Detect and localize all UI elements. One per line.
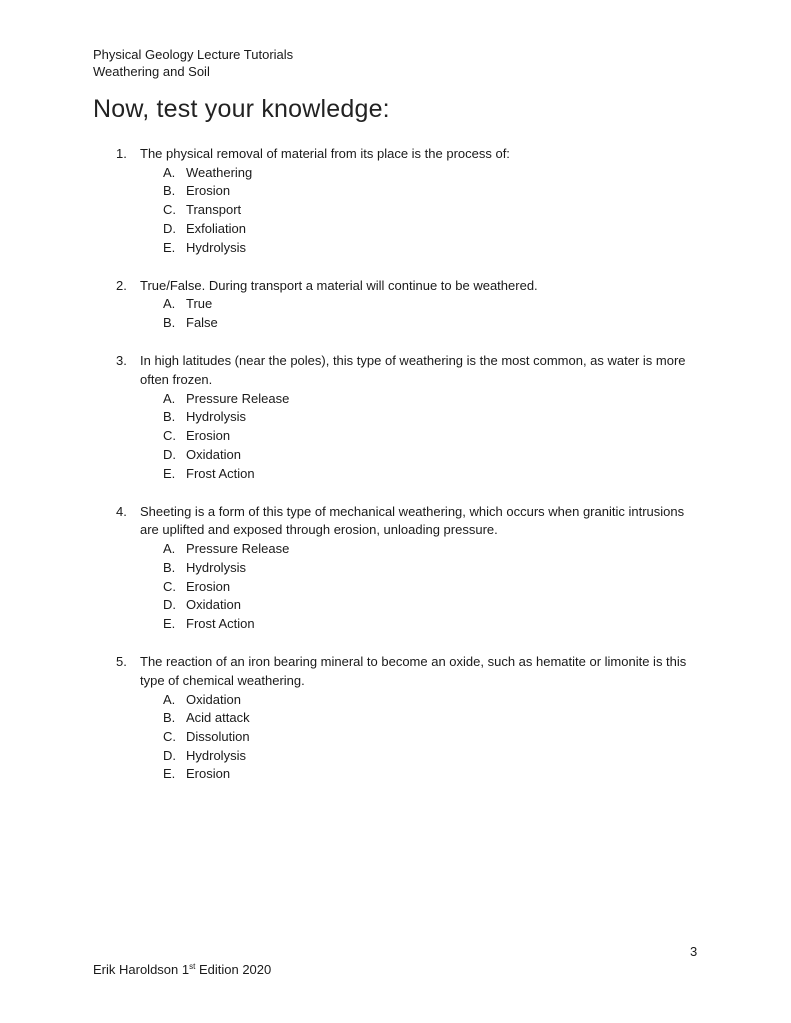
answer-option — [116, 295, 706, 314]
option-text: Pressure Release — [186, 390, 290, 406]
question-number: 5. — [116, 654, 127, 670]
question-1 — [116, 145, 706, 257]
question-2 — [116, 277, 706, 333]
chapter-title: Weathering and Soil — [93, 64, 210, 79]
option-text: Pressure Release — [186, 541, 290, 557]
option-letter: A. — [163, 164, 176, 180]
quiz-questions — [116, 145, 706, 804]
answer-option — [116, 765, 706, 784]
option-text: Dissolution — [186, 728, 250, 744]
running-header — [93, 46, 293, 80]
option-letter: C. — [163, 578, 176, 594]
answer-option — [116, 596, 706, 615]
option-letter: D. — [163, 597, 176, 613]
answer-option — [116, 691, 706, 710]
option-letter: D. — [163, 446, 176, 462]
answer-option — [116, 182, 706, 201]
answer-option — [116, 615, 706, 634]
answer-option — [116, 164, 706, 183]
option-letter: C. — [163, 202, 176, 218]
answer-option — [116, 239, 706, 258]
option-letter: E. — [163, 615, 176, 631]
option-letter: A. — [163, 541, 176, 557]
option-text: Hydrolysis — [186, 239, 246, 255]
option-text: Erosion — [186, 766, 231, 782]
option-letter: C. — [163, 728, 176, 744]
footer-edition: Edition 2020 — [195, 962, 272, 977]
option-text: False — [186, 315, 218, 331]
answer-option — [116, 390, 706, 409]
option-letter: C. — [163, 428, 176, 444]
answer-option — [116, 446, 706, 465]
question-text: True/False. During transport a material will continue to be weathered. — [140, 277, 538, 293]
option-letter: D. — [163, 220, 176, 236]
option-letter: E. — [163, 465, 176, 481]
answer-option — [116, 220, 706, 239]
page-number: 3 — [690, 944, 698, 959]
question-number: 4. — [116, 503, 127, 519]
footer-credit — [93, 962, 271, 977]
question-3 — [116, 352, 706, 483]
option-text: Exfoliation — [186, 220, 246, 236]
answer-options — [116, 295, 706, 332]
option-text: True — [186, 296, 213, 312]
question-number: 2. — [116, 277, 127, 293]
answer-option — [116, 728, 706, 747]
option-text: Erosion — [186, 183, 231, 199]
footer-superscript: st — [189, 962, 196, 971]
option-letter: A. — [163, 390, 176, 406]
option-letter: B. — [163, 315, 176, 331]
option-letter: B. — [163, 409, 176, 425]
option-text: Weathering — [186, 164, 253, 180]
answer-option — [116, 408, 706, 427]
option-letter: B. — [163, 710, 176, 726]
answer-options — [116, 390, 706, 484]
footer-author: Erik Haroldson 1 — [93, 962, 190, 977]
answer-option — [116, 559, 706, 578]
option-text: Transport — [186, 202, 242, 218]
question-number: 3. — [116, 353, 127, 369]
option-letter: E. — [163, 239, 176, 255]
option-letter: D. — [163, 747, 176, 763]
option-letter: A. — [163, 296, 176, 312]
option-letter: B. — [163, 183, 176, 199]
question-text: The reaction of an iron bearing mineral to become an oxide, such as hematite or limonite is this type of chemical weathering. — [140, 654, 687, 688]
option-text: Frost Action — [186, 615, 255, 631]
question-text: In high latitudes (near the poles), this type of weathering is the most common, as water is more often frozen. — [140, 353, 686, 388]
option-text: Erosion — [186, 428, 231, 444]
option-text: Hydrolysis — [186, 409, 246, 425]
option-text: Frost Action — [186, 465, 255, 481]
page-title: Now, test your knowledge: — [93, 95, 390, 123]
question-text: Sheeting is a form of this type of mechanical weathering, which occurs when granitic intrusions are uplifted and exposed through erosion, unloading pressure. — [140, 503, 685, 538]
answer-option — [116, 747, 706, 766]
option-text: Oxidation — [186, 597, 241, 613]
answer-option — [116, 578, 706, 597]
question-text: The physical removal of material from its place is the process of: — [140, 146, 510, 161]
answer-options — [116, 540, 706, 634]
answer-option — [116, 709, 706, 728]
answer-option — [116, 540, 706, 559]
answer-option — [116, 201, 706, 220]
option-text: Oxidation — [186, 446, 241, 462]
option-letter: E. — [163, 766, 176, 782]
option-text: Erosion — [186, 578, 231, 594]
answer-option — [116, 314, 706, 333]
answer-option — [116, 427, 706, 446]
course-title: Physical Geology Lecture Tutorials — [93, 47, 294, 62]
answer-options — [116, 691, 706, 785]
option-text: Oxidation — [186, 691, 241, 707]
question-5 — [116, 653, 706, 784]
option-letter: A. — [163, 691, 176, 707]
question-number: 1. — [116, 146, 127, 161]
option-text: Hydrolysis — [186, 747, 246, 763]
answer-options — [116, 164, 706, 258]
option-letter: B. — [163, 559, 176, 575]
option-text: Hydrolysis — [186, 559, 246, 575]
answer-option — [116, 465, 706, 484]
question-4 — [116, 503, 706, 634]
option-text: Acid attack — [186, 710, 250, 726]
